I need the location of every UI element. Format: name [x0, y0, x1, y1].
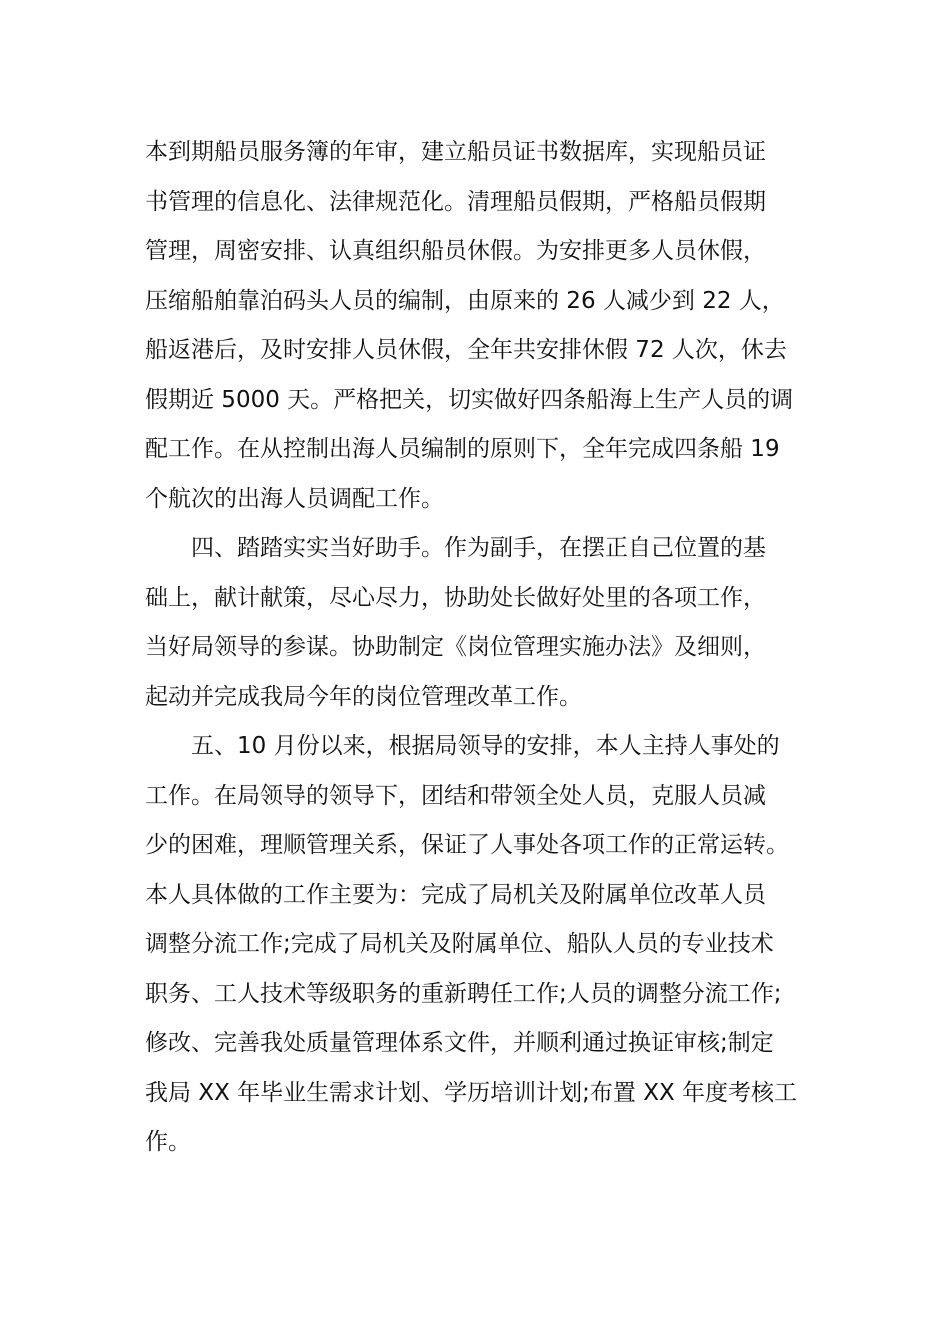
text-line: 当好局领导的参谋。协助制定《岗位管理实施办法》及细则，: [145, 634, 766, 660]
text-line: 起动并完成我局今年的岗位管理改革工作。: [145, 683, 582, 710]
text-line: 作。: [145, 1129, 191, 1155]
text-line: 书管理的信息化、法律规范化。清理船员假期，严格船员假期: [145, 188, 766, 215]
text-line: 配工作。在从控制出海人员编制的原则下，全年完成四条船 19: [145, 436, 780, 462]
paragraph-start-line: 五、10 月份以来，根据局领导的安排，本人主持人事处的: [191, 733, 780, 759]
text-line: 调整分流工作;完成了局机关及附属单位、船队人员的专业技术: [145, 931, 774, 957]
text-line: 职务、工人技术等级职务的重新聘任工作;人员的调整分流工作;: [145, 980, 782, 1007]
text-line: 个航次的出海人员调配工作。: [145, 485, 444, 512]
text-line: 船返港后，及时安排人员休假，全年共安排休假 72 人次，休去: [145, 337, 787, 363]
document-body: [145, 128, 810, 1168]
paragraph-start-line: 四、踏踏实实当好助手。作为副手，在摆正自己位置的基: [191, 535, 766, 561]
text-line: 压缩船舶靠泊码头人员的编制，由原来的 26 人减少到 22 人，: [145, 287, 785, 314]
text-line: 管理，周密安排、认真组织船员休假。为安排更多人员休假，: [145, 238, 766, 264]
text-line: 我局 XX 年毕业生需求计划、学历培训计划;布置 XX 年度考核工: [145, 1079, 798, 1106]
text-line: 本到期船员服务簿的年审，建立船员证书数据库，实现船员证: [145, 139, 766, 165]
text-line: 本人具体做的工作主要为：完成了局机关及附属单位改革人员: [145, 881, 766, 908]
text-line: 础上，献计献策，尽心尽力，协助处长做好处里的各项工作，: [145, 584, 766, 611]
text-line: 假期近 5000 天。严格把关，切实做好四条船海上生产人员的调: [145, 386, 794, 413]
text-line: 修改、完善我处质量管理体系文件，并顺利通过换证审核;制定: [145, 1030, 774, 1056]
text-line: 少的困难，理顺管理关系，保证了人事处各项工作的正常运转。: [145, 832, 789, 858]
text-line: 工作。在局领导的领导下，团结和带领全处人员，克服人员减: [145, 782, 766, 809]
